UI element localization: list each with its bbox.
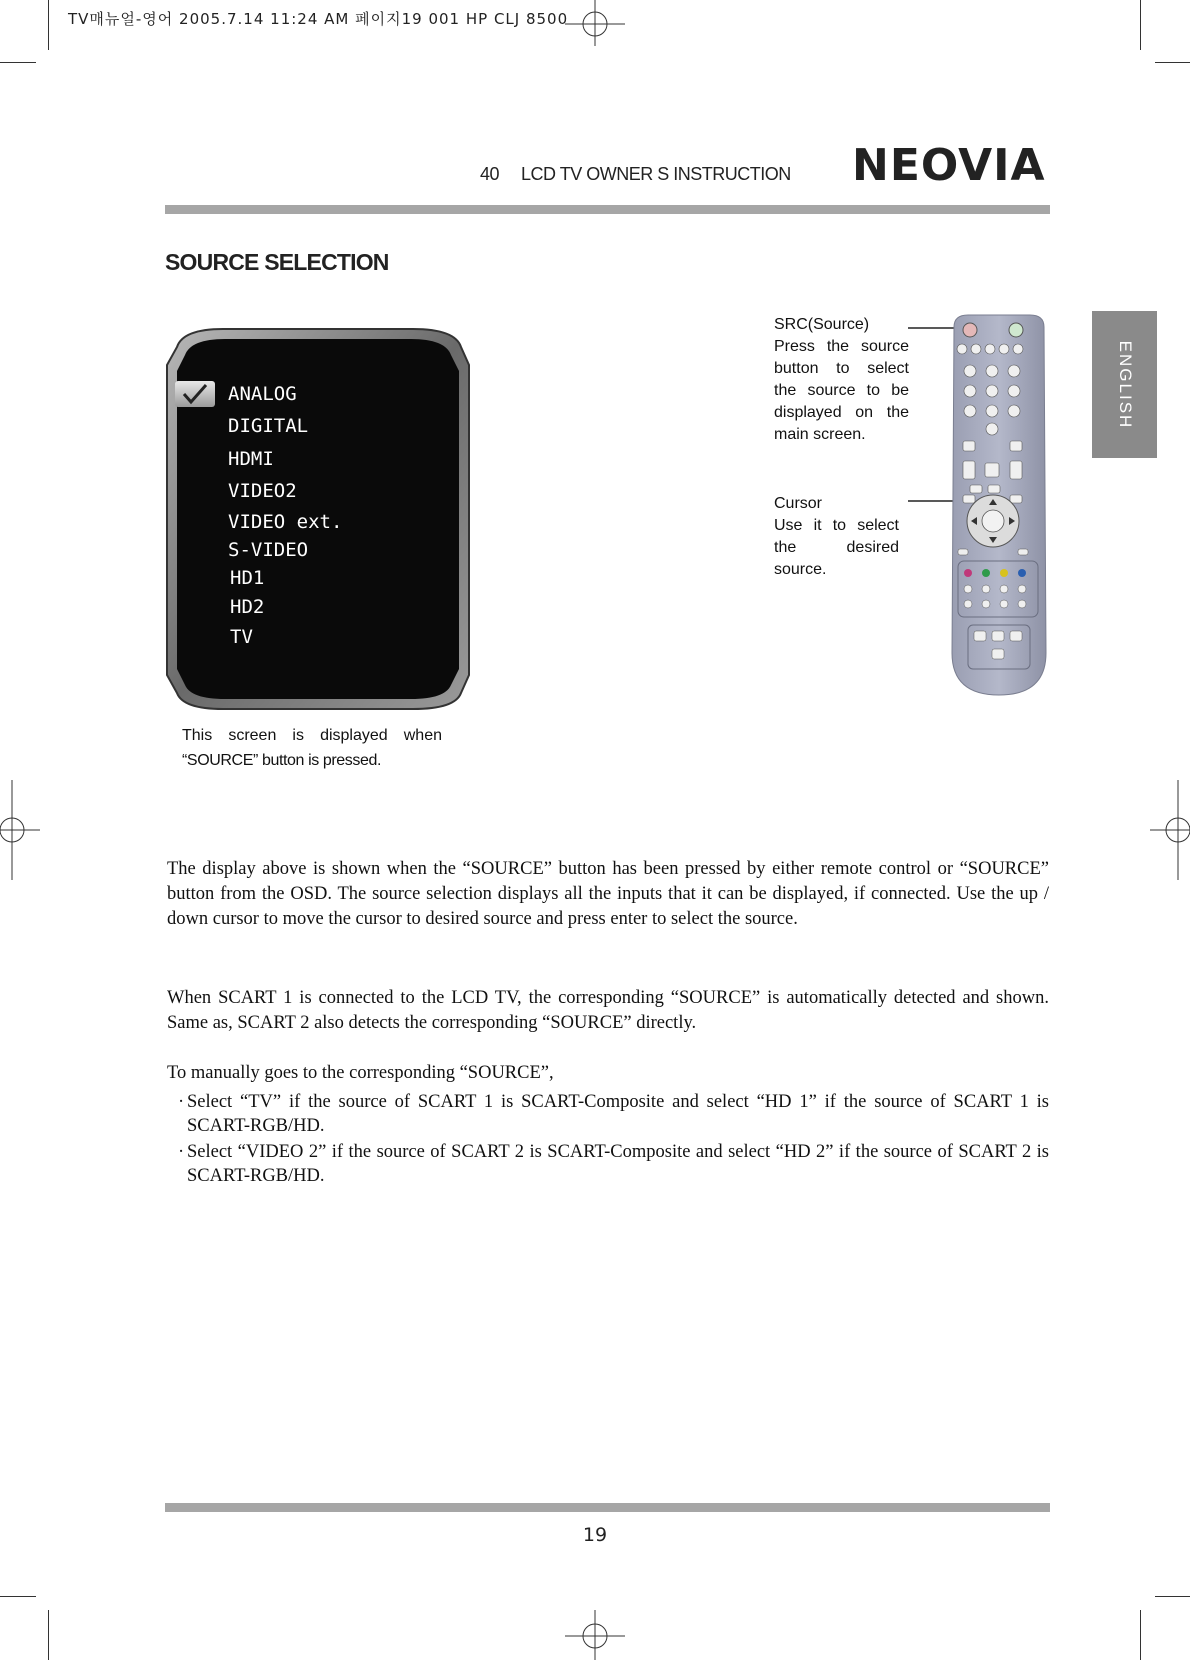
bullet-symbol: · xyxy=(178,1092,185,1112)
print-job-mark: TV매뉴얼-영어 2005.7.14 11:24 AM 페이지19 001 HP CLJ 8500 xyxy=(68,10,569,28)
osd-caption-line1: This screen is displayed when xyxy=(182,727,442,744)
bullet-scart1-text: Select “TV” if the source of SCART 1 is SCART-Composite and select “HD 1” if the source of SCART 1 is SCART-RGB/HD. xyxy=(187,1092,1049,1136)
remote-control-illustration xyxy=(948,313,1050,698)
osd-item-digital: DIGITAL xyxy=(228,415,309,437)
osd-item-video-ext: VIDEO ext. xyxy=(228,511,343,533)
paragraph-scart-detection: When SCART 1 is connected to the LCD TV, the corresponding “SOURCE” is automatically detected and shown. Same as, SCART 2 also detects the corresponding “SOURCE” directly. xyxy=(167,988,1049,1033)
osd-item-analog: ANALOG xyxy=(228,383,297,405)
cursor-callout-text: Use it to select the desired source. xyxy=(774,517,899,578)
osd-item-s-video: S-VIDEO xyxy=(228,539,309,561)
header-rule xyxy=(165,205,1050,214)
src-callout-text: Press the source button to select the source to be displayed on the main screen. xyxy=(774,338,909,443)
running-header xyxy=(480,164,791,185)
registration-mark-right xyxy=(1150,780,1190,880)
src-callout xyxy=(774,314,909,446)
registration-mark-left xyxy=(0,780,40,880)
osd-item-hdmi: HDMI xyxy=(228,448,274,470)
cursor-callout xyxy=(774,493,899,581)
checkmark-icon xyxy=(175,381,215,407)
section-title: SOURCE SELECTION xyxy=(165,249,389,275)
header-page-number: 40 xyxy=(480,164,500,184)
header-title: LCD TV OWNER S INSTRUCTION xyxy=(521,164,791,184)
footer-rule xyxy=(165,1503,1050,1512)
paragraph-manual-source: To manually goes to the corresponding “SOURCE”, xyxy=(167,1063,554,1083)
osd-item-tv: TV xyxy=(230,626,253,648)
src-callout-title: SRC(Source) xyxy=(774,316,870,333)
bullet-scart2 xyxy=(167,1140,1049,1188)
osd-source-menu xyxy=(163,325,472,712)
osd-item-hd2: HD2 xyxy=(230,596,265,618)
bullet-symbol: · xyxy=(178,1142,185,1162)
paragraph-source-display: The display above is shown when the “SOURCE” button has been pressed by either remote control or “SOURCE” button from the OSD. The source selection displays all the inputs that it can be displayed, if connected. Use the up / down cursor to move the cursor to desired source and press enter to select the source. xyxy=(167,859,1049,929)
page-number: 19 xyxy=(582,1524,608,1546)
osd-selection-box xyxy=(175,381,215,407)
bullet-scart2-text: Select “VIDEO 2” if the source of SCART 2 is SCART-Composite and select “HD 2” if the source of SCART 2 is SCART-RGB/HD. xyxy=(187,1142,1049,1186)
language-tab xyxy=(1092,311,1157,458)
brand-logo: NEOVIA xyxy=(852,140,1046,191)
osd-item-video2: VIDEO2 xyxy=(228,480,297,502)
cursor-callout-title: Cursor xyxy=(774,495,823,512)
osd-caption xyxy=(182,723,442,773)
osd-caption-line2: “SOURCE” button is pressed. xyxy=(182,752,382,769)
registration-mark-bottom xyxy=(555,1610,635,1660)
bullet-scart1 xyxy=(167,1090,1049,1138)
osd-item-hd1: HD1 xyxy=(230,567,265,589)
language-tab-label: ENGLISH xyxy=(1115,340,1135,429)
